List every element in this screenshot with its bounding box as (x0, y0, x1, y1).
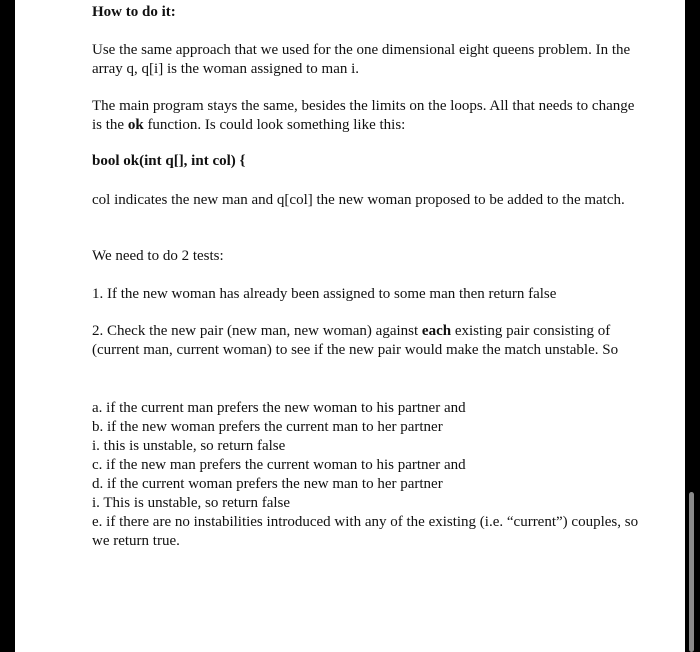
list-item: e. if there are no instabilities introduced with any of the existing (i.e. “current”) couples, so we return true. (92, 514, 639, 549)
ok-keyword: ok (127, 117, 144, 133)
list-item: b. if the new woman prefers the current man to her partner (92, 419, 443, 435)
paragraph-test-2-text-2: existing pair consisting of (current man, current woman) to see if the new pair would make the match unstable. So (92, 323, 619, 358)
section-heading: How to do it: (92, 4, 176, 20)
code-signature: bool ok(int q[], int col) { (92, 153, 246, 169)
list-item: c. if the new man prefers the current woman to his partner and (92, 457, 466, 473)
paragraph-main-program (92, 97, 642, 135)
paragraph-test-2-text-1: 2. Check the new pair (new man, new woman) against (92, 323, 422, 339)
list-item: i. this is unstable, so return false (92, 438, 286, 454)
vertical-scrollbar[interactable] (689, 492, 694, 652)
paragraph-col-description: col indicates the new man and q[col] the new woman proposed to be added to the match. (92, 192, 625, 208)
paragraph-approach: Use the same approach that we used for the one dimensional eight queens problem. In the array q, q[i] is the woman assigned to man i. (92, 42, 631, 77)
list-item: d. if the current woman prefers the new man to her partner (92, 476, 443, 492)
paragraph-test-1: 1. If the new woman has already been assigned to some man then return false (92, 286, 557, 302)
document-page (15, 0, 685, 652)
condition-list (92, 399, 642, 551)
paragraph-main-program-text-1: The main program stays the same, besides the limits on the loops. All that needs to change is the (92, 98, 635, 133)
each-keyword: each (421, 323, 452, 339)
list-item: i. This is unstable, so return false (92, 495, 291, 511)
paragraph-test-2 (92, 322, 642, 360)
paragraph-tests-intro: We need to do 2 tests: (92, 248, 224, 264)
list-item: a. if the current man prefers the new woman to his partner and (92, 400, 466, 416)
paragraph-main-program-text-2: function. Is could look something like this: (143, 117, 406, 133)
